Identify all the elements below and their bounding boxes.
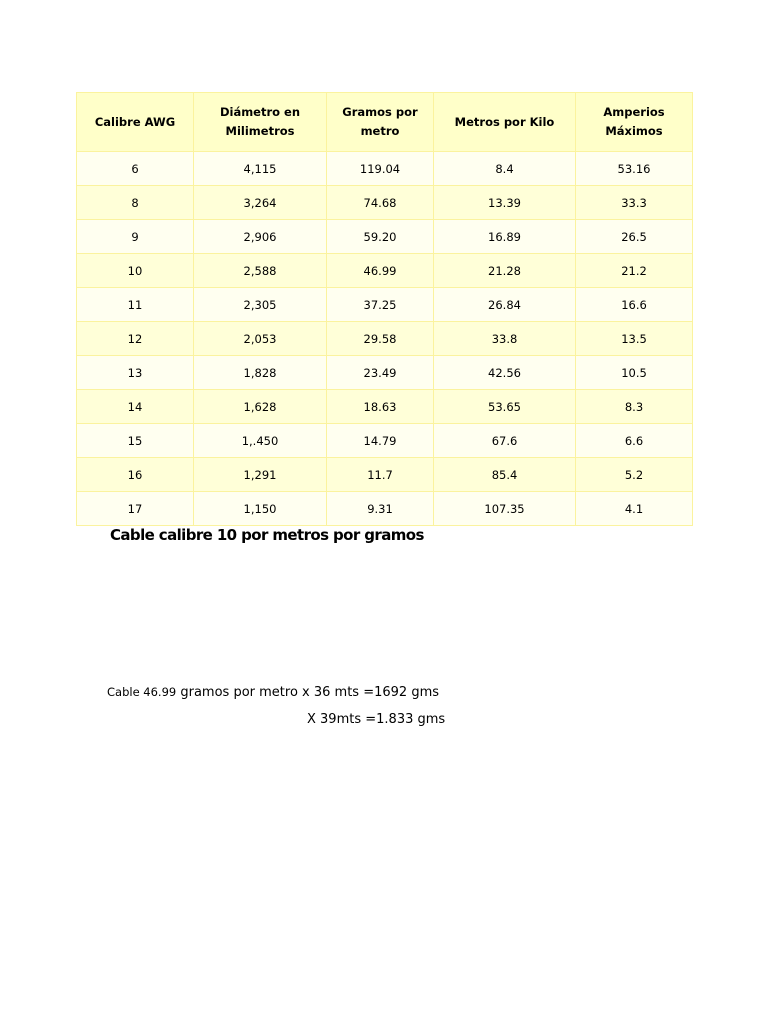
table-cell: 2,053 xyxy=(194,322,327,356)
table-cell: 10.5 xyxy=(576,356,693,390)
table-row xyxy=(77,424,693,458)
table-row xyxy=(77,288,693,322)
table-row xyxy=(77,186,693,220)
table-cell: 42.56 xyxy=(434,356,576,390)
table-row xyxy=(77,492,693,526)
table-row xyxy=(77,390,693,424)
table-cell: 119.04 xyxy=(327,152,434,186)
table-cell: 107.35 xyxy=(434,492,576,526)
table-cell: 33.3 xyxy=(576,186,693,220)
table-cell: 1,291 xyxy=(194,458,327,492)
table-cell: 16.89 xyxy=(434,220,576,254)
table-cell: 74.68 xyxy=(327,186,434,220)
table-cell: 85.4 xyxy=(434,458,576,492)
table-cell: 10 xyxy=(77,254,194,288)
table-cell: 1,628 xyxy=(194,390,327,424)
table-cell: 15 xyxy=(77,424,194,458)
table-cell: 1,.450 xyxy=(194,424,327,458)
calculation-text: gramos por metro x 36 mts =1692 gms xyxy=(176,685,440,700)
table-cell: 67.6 xyxy=(434,424,576,458)
header-amperios-maximos: Amperios Máximos xyxy=(576,93,693,152)
table-cell: 53.16 xyxy=(576,152,693,186)
table-cell: 1,828 xyxy=(194,356,327,390)
table-cell: 1,150 xyxy=(194,492,327,526)
table-cell: 9.31 xyxy=(327,492,434,526)
calculation-line-2: X 39mts =1.833 gms xyxy=(307,712,446,727)
header-metros-por-kilo: Metros por Kilo xyxy=(434,93,576,152)
table-cell: 33.8 xyxy=(434,322,576,356)
table-row xyxy=(77,458,693,492)
awg-wire-table xyxy=(76,92,693,526)
calculation-line-1 xyxy=(107,685,439,700)
table-cell: 4.1 xyxy=(576,492,693,526)
table-cell: 6.6 xyxy=(576,424,693,458)
table-body xyxy=(77,152,693,526)
table-cell: 37.25 xyxy=(327,288,434,322)
table-cell: 21.28 xyxy=(434,254,576,288)
table-row xyxy=(77,220,693,254)
table-cell: 5.2 xyxy=(576,458,693,492)
table-row xyxy=(77,254,693,288)
table-row xyxy=(77,356,693,390)
table-row xyxy=(77,322,693,356)
table-cell: 13.39 xyxy=(434,186,576,220)
table-cell: 11.7 xyxy=(327,458,434,492)
table-cell: 21.2 xyxy=(576,254,693,288)
table-cell: 59.20 xyxy=(327,220,434,254)
header-gramos-por-metro: Gramos por metro xyxy=(327,93,434,152)
table-cell: 4,115 xyxy=(194,152,327,186)
table-cell: 8.4 xyxy=(434,152,576,186)
calculation-prefix: Cable 46.99 xyxy=(107,685,177,699)
table-header xyxy=(77,93,693,152)
table-cell: 14 xyxy=(77,390,194,424)
table-cell: 2,906 xyxy=(194,220,327,254)
table-cell: 16.6 xyxy=(576,288,693,322)
table-row xyxy=(77,152,693,186)
table-cell: 2,305 xyxy=(194,288,327,322)
header-row xyxy=(77,93,693,152)
table-cell: 2,588 xyxy=(194,254,327,288)
page-heading: Cable calibre 10 por metros por gramos xyxy=(110,526,424,544)
table-cell: 9 xyxy=(77,220,194,254)
table-cell: 46.99 xyxy=(327,254,434,288)
table-cell: 16 xyxy=(77,458,194,492)
table-cell: 17 xyxy=(77,492,194,526)
table-cell: 11 xyxy=(77,288,194,322)
table-cell: 23.49 xyxy=(327,356,434,390)
table-cell: 12 xyxy=(77,322,194,356)
table-cell: 18.63 xyxy=(327,390,434,424)
table-cell: 8.3 xyxy=(576,390,693,424)
table-cell: 8 xyxy=(77,186,194,220)
header-diametro: Diámetro en Milimetros xyxy=(194,93,327,152)
table-cell: 26.5 xyxy=(576,220,693,254)
table-cell: 29.58 xyxy=(327,322,434,356)
table-cell: 14.79 xyxy=(327,424,434,458)
table-cell: 13.5 xyxy=(576,322,693,356)
header-calibre-awg: Calibre AWG xyxy=(77,93,194,152)
table-cell: 26.84 xyxy=(434,288,576,322)
table-cell: 13 xyxy=(77,356,194,390)
table-cell: 53.65 xyxy=(434,390,576,424)
table-cell: 3,264 xyxy=(194,186,327,220)
table-cell: 6 xyxy=(77,152,194,186)
